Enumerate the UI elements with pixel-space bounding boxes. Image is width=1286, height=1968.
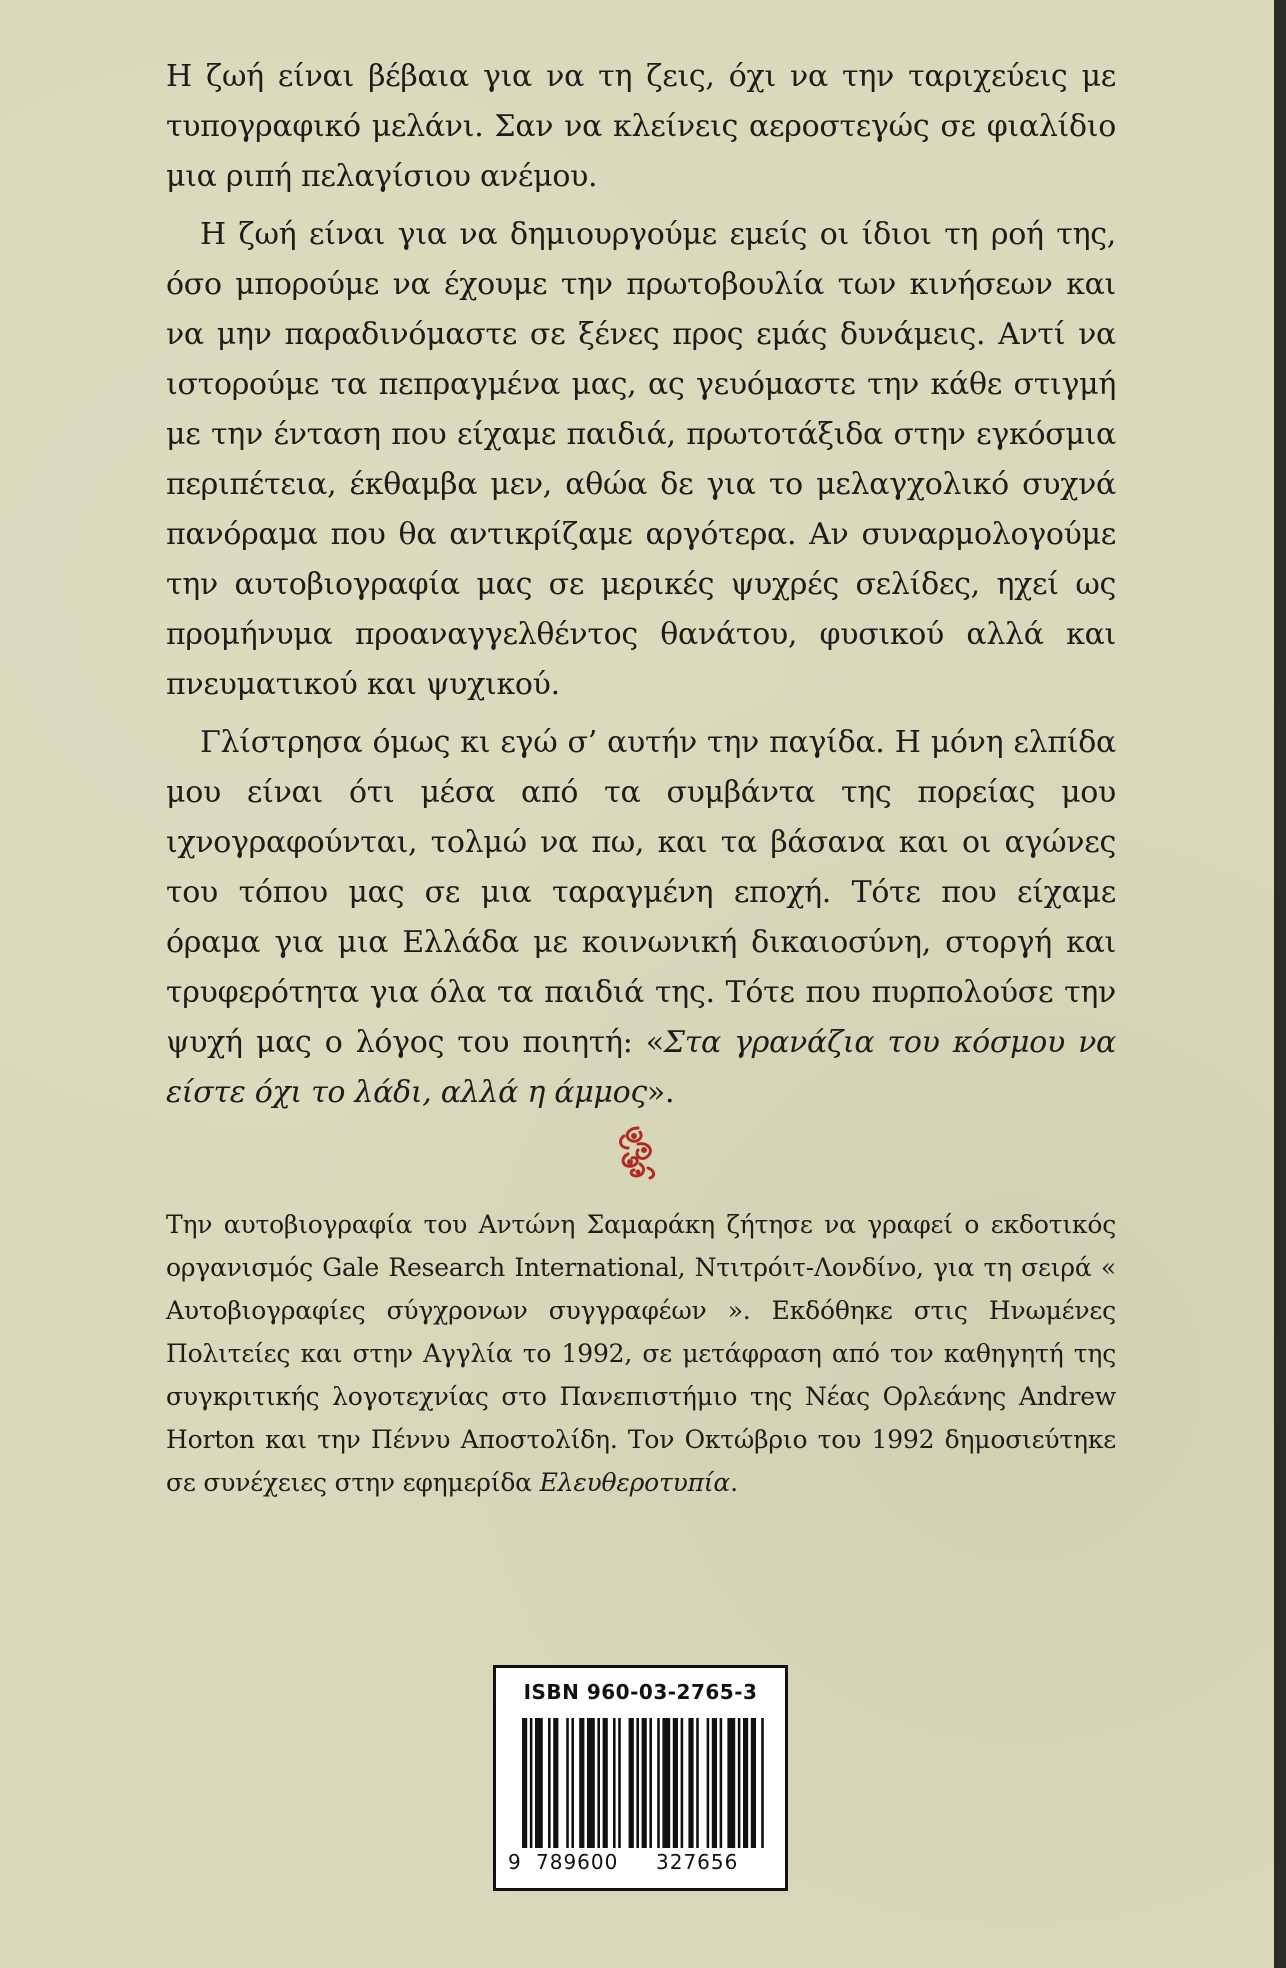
barcode-bar	[657, 1718, 660, 1848]
isbn-label: ISBN 960-03-2765-3	[523, 1680, 758, 1704]
isbn-barcode	[493, 1665, 788, 1891]
barcode-bar	[720, 1718, 723, 1848]
barcode-bar	[673, 1718, 678, 1848]
barcode-bar	[603, 1718, 608, 1848]
barcode-bar	[662, 1718, 670, 1848]
paragraph-2: Η ζωή είναι για να δημιουργούμε εμείς οι ίδιοι τη ροή της, όσο μπορούμε να έχουμε την πρωτοβουλία των κινήσεων και να μην παραδινόμαστε σε ξένες προς εμάς δυνάμεις. Αντί να ιστορούμε τα πεπραγμένα μας, ας γευόμαστε την κάθε στιγμή με την ένταση που είχαμε παιδιά, πρωτοτάξιδα στην εγκόσμια περιπέτεια, έκθαμβα μεν, αθώα δε για το μελαγχολικό συχνά πανόραμα που θα αντικρίζαμε αργότερα. Αν συναρμολογούμε την αυτοβιογραφία μας σε μερικές ψυχρές σελίδες, ηχεί ως προμήνυμα προαναγγελθέντος θανάτου, φυσικού αλλά και πνευματικού και ψυχικού.	[166, 217, 1116, 702]
red-floral-ornament-icon	[614, 1122, 662, 1182]
barcode-bar	[636, 1718, 639, 1848]
barcode-bar	[712, 1718, 717, 1848]
barcode-left-digits: 789600	[536, 1850, 619, 1874]
barcode-bar	[522, 1718, 527, 1848]
publication-note	[166, 1203, 1116, 1504]
barcode-bar	[761, 1718, 764, 1848]
barcode-bar	[613, 1718, 616, 1848]
barcode-bar	[743, 1718, 748, 1848]
barcode-bar	[738, 1718, 741, 1848]
barcode-bar	[649, 1718, 652, 1848]
paragraph-1: Η ζωή είναι βέβαια για να τη ζεις, όχι να την ταριχεύεις με τυπογραφικό μελάνι. Σαν να κλείνεις αεροστεγώς σε φιαλίδιο μια ριπή πελαγίσιου ανέμου.	[166, 59, 1116, 194]
barcode-bar	[579, 1718, 584, 1848]
barcode-bar	[530, 1718, 533, 1848]
barcode-bar	[751, 1718, 756, 1848]
newspaper-name: Ελευθεροτυπία	[539, 1468, 731, 1497]
barcode-bar	[535, 1718, 543, 1848]
barcode-bar	[618, 1718, 621, 1848]
paragraph-3-text: Γλίστρησα όμως κι εγώ σ’ αυτήν την παγίδα. Η μόνη ελπίδα μου είναι ότι μέσα από τα συμβάντα της πορείας μου ιχνογραφούνται, τολμώ να πω, και τα βάσανα και οι αγώνες του τόπου μας σε μια ταραγμένη εποχή. Τότε που είχαμε όραμα για μια Ελλάδα με κοινωνική δικαιοσύνη, στοργή και τρυφερότητα για όλα τα παιδιά της. Τότε που πυρπολούσε την ψυχή μας ο λόγος του ποιητή: «	[166, 725, 1116, 1060]
barcode-bar	[707, 1718, 710, 1848]
barcode-bar	[571, 1718, 574, 1848]
main-text	[166, 52, 1116, 1118]
barcode-bar	[688, 1718, 693, 1848]
cover-edge	[1274, 0, 1286, 1968]
paragraph-3-end: ».	[646, 1075, 675, 1110]
barcode-bar	[597, 1718, 600, 1848]
barcode-bar	[553, 1718, 558, 1848]
barcode-bar	[642, 1718, 647, 1848]
barcode-bar	[566, 1718, 569, 1848]
barcode-lead-digit: 9	[508, 1850, 521, 1874]
barcode-bar	[548, 1718, 551, 1848]
barcode-bar	[696, 1718, 699, 1848]
barcode-bars	[518, 1718, 766, 1848]
barcode-bar	[629, 1718, 634, 1848]
barcode-bar	[681, 1718, 684, 1848]
barcode-digits	[496, 1850, 785, 1880]
barcode-bar	[587, 1718, 595, 1848]
poet-quote: Στα γρανάζια του κόσμου να είστε όχι το λάδι, αλλά η άμμος	[166, 1025, 1117, 1110]
note-text: Την αυτοβιογραφία του Αντώνη Σαμαράκη ζήτησε να γραφεί ο εκδοτικός οργανισμός Gale Research International, Ντιτρόιτ-Λονδίνο, για τη σειρά « Αυτοβιογραφίες σύγχρονων συγγραφέων ». Εκδόθηκε στις Ηνωμένες Πολιτείες και στην Αγγλία το 1992, σε μετάφραση από τον καθηγητή της συγκριτικής λογοτεχνίας στο Πανεπιστήμιο της Νέας Ορλεάνης Andrew Horton και την Πέννυ Αποστολίδη. Τον Οκτώβριο του 1992 δημοσιεύτηκε σε συνέχειες στην εφημερίδα	[166, 1210, 1116, 1497]
note-paragraph	[166, 1203, 1116, 1504]
barcode-right-digits: 327656	[656, 1850, 739, 1874]
paragraph-3	[166, 718, 1116, 1118]
barcode-bar	[727, 1718, 735, 1848]
note-text-end: .	[730, 1468, 738, 1497]
